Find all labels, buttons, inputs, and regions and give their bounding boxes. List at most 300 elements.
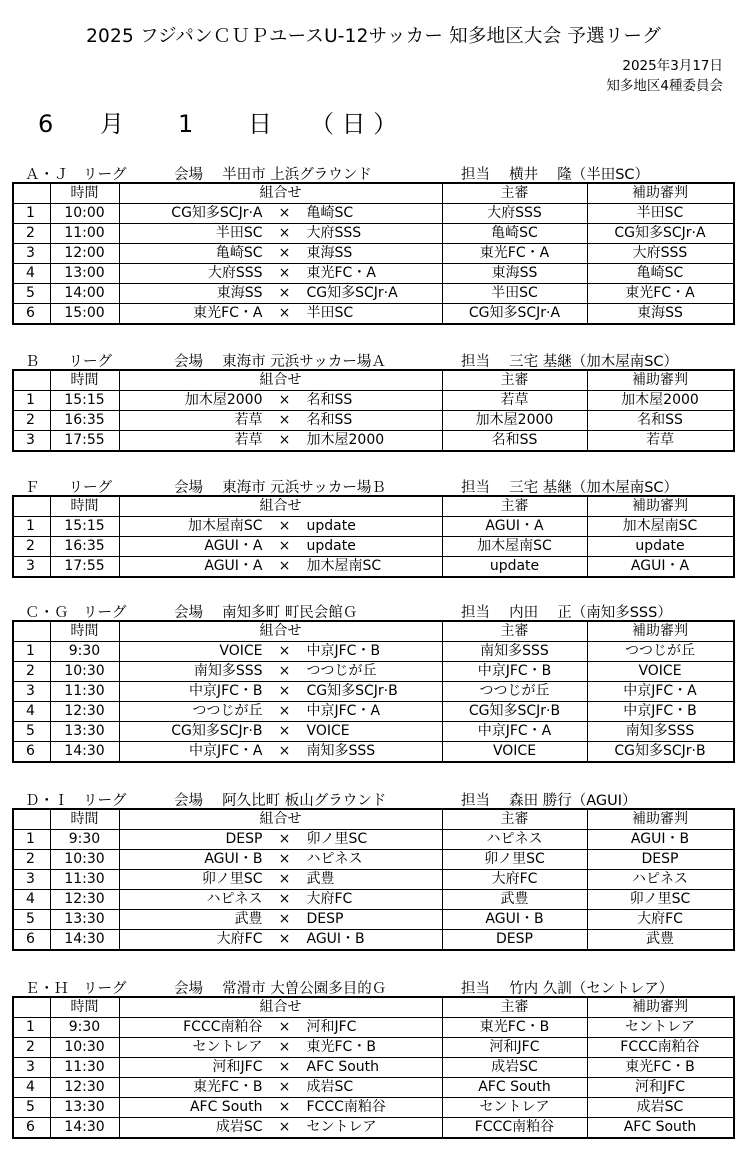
- match-time: 11:30: [50, 682, 119, 702]
- vs-mark: ×: [278, 432, 291, 448]
- away-team: 卯ノ里SC: [306, 831, 368, 847]
- away-team: DESP: [306, 911, 344, 927]
- away-team: つつじが丘: [306, 663, 377, 679]
- header-assistant: 補助審判: [587, 621, 734, 642]
- vs-mark: ×: [278, 245, 291, 261]
- away-team: VOICE: [306, 723, 350, 739]
- away-team: update: [306, 538, 356, 554]
- header-assistant: 補助審判: [587, 496, 734, 517]
- match-number: 5: [13, 1098, 50, 1118]
- header-time: 時間: [50, 370, 119, 391]
- assistant-referee: AGUI・B: [587, 830, 734, 850]
- vs-mark: ×: [278, 1099, 291, 1115]
- match-number: 1: [13, 642, 50, 662]
- table-row: [13, 850, 734, 870]
- match-number: 1: [13, 517, 50, 537]
- table-row: [13, 411, 734, 431]
- match-time: 17:55: [50, 557, 119, 578]
- home-team: セントレア: [192, 1039, 263, 1055]
- referee: 武豊: [442, 890, 587, 910]
- away-team: 半田SC: [306, 305, 354, 321]
- match-time: 13:30: [50, 910, 119, 930]
- league-venue: 会場 阿久比町 板山グラウンド: [174, 793, 387, 809]
- league-venue: 会場 東海市 元浜サッカー場Ａ: [174, 354, 386, 370]
- assistant-referee: AFC South: [587, 1118, 734, 1139]
- referee: 大府FC: [442, 870, 587, 890]
- document-meta: [606, 56, 723, 96]
- match-number: 3: [13, 1058, 50, 1078]
- match-number: 5: [13, 722, 50, 742]
- header-match: 組合せ: [119, 621, 442, 642]
- assistant-referee: 中京JFC・B: [587, 702, 734, 722]
- assistant-referee: DESP: [587, 850, 734, 870]
- home-team: CG知多SCJr·B: [171, 723, 263, 739]
- match-number: 2: [13, 662, 50, 682]
- match-pairing: [119, 411, 442, 431]
- home-team: 大府FC: [216, 931, 263, 947]
- match-time: 10:30: [50, 662, 119, 682]
- header-no: [13, 621, 50, 642]
- match-pairing: [119, 304, 442, 325]
- match-time: 11:30: [50, 870, 119, 890]
- match-number: 4: [13, 890, 50, 910]
- league-venue: 会場 南知多町 町民会館Ｇ: [174, 605, 358, 621]
- match-number: 2: [13, 850, 50, 870]
- vs-mark: ×: [278, 683, 291, 699]
- match-number: 2: [13, 411, 50, 431]
- table-row: [13, 910, 734, 930]
- header-assistant: 補助審判: [587, 809, 734, 830]
- match-time: 12:30: [50, 890, 119, 910]
- match-pairing: [119, 431, 442, 452]
- match-time: 13:30: [50, 1098, 119, 1118]
- league-name: Ｃ・Ｇ リーグ: [25, 605, 127, 621]
- issue-date: 2025年3月17日: [622, 58, 723, 74]
- match-time: 11:00: [50, 224, 119, 244]
- assistant-referee: CG知多SCJr·A: [587, 224, 734, 244]
- table-row: [13, 557, 734, 578]
- match-pairing: [119, 930, 442, 951]
- referee: 河和JFC: [442, 1038, 587, 1058]
- home-team: DESP: [225, 831, 263, 847]
- header-match: 組合せ: [119, 496, 442, 517]
- match-number: 1: [13, 204, 50, 224]
- league-name: Ｂ リーグ: [25, 354, 112, 370]
- match-number: 1: [13, 830, 50, 850]
- away-team: 大府SSS: [306, 225, 362, 241]
- table-row: [13, 244, 734, 264]
- table-row: [13, 830, 734, 850]
- home-team: 卯ノ里SC: [201, 871, 263, 887]
- referee: 成岩SC: [442, 1058, 587, 1078]
- referee: 加木屋南SC: [442, 537, 587, 557]
- assistant-referee: AGUI・A: [587, 557, 734, 578]
- home-team: ハピネス: [206, 891, 263, 907]
- assistant-referee: セントレア: [587, 1018, 734, 1038]
- away-team: 東海SS: [306, 245, 353, 261]
- vs-mark: ×: [278, 538, 291, 554]
- table-row: [13, 642, 734, 662]
- away-team: 大府FC: [306, 891, 353, 907]
- match-number: 1: [13, 1018, 50, 1038]
- away-team: AFC South: [306, 1059, 380, 1075]
- table-row: [13, 391, 734, 411]
- vs-mark: ×: [278, 1059, 291, 1075]
- match-time: 16:35: [50, 537, 119, 557]
- match-time: 16:35: [50, 411, 119, 431]
- away-team: 南知多SSS: [306, 743, 376, 759]
- referee: セントレア: [442, 1098, 587, 1118]
- referee: ハピネス: [442, 830, 587, 850]
- vs-mark: ×: [278, 1079, 291, 1095]
- header-time: 時間: [50, 183, 119, 204]
- schedule-table: [12, 996, 735, 1139]
- header-assistant: 補助審判: [587, 183, 734, 204]
- referee: CG知多SCJr·B: [442, 702, 587, 722]
- home-team: AGUI・A: [204, 558, 263, 574]
- assistant-referee: FCCC南粕谷: [587, 1038, 734, 1058]
- assistant-referee: 加木屋南SC: [587, 517, 734, 537]
- vs-mark: ×: [278, 851, 291, 867]
- vs-mark: ×: [278, 305, 291, 321]
- league-venue: 会場 東海市 元浜サッカー場Ｂ: [174, 480, 386, 496]
- league-owner: 担当 竹内 久訓（セントレア）: [461, 981, 674, 997]
- referee: 亀崎SC: [442, 224, 587, 244]
- match-number: 4: [13, 264, 50, 284]
- schedule-table: [12, 495, 735, 578]
- league-name: Ｅ・Ｈ リーグ: [25, 981, 127, 997]
- vs-mark: ×: [278, 265, 291, 281]
- match-pairing: [119, 1098, 442, 1118]
- schedule-table: [12, 182, 735, 325]
- assistant-referee: 大府FC: [587, 910, 734, 930]
- header-time: 時間: [50, 809, 119, 830]
- match-pairing: [119, 642, 442, 662]
- assistant-referee: 半田SC: [587, 204, 734, 224]
- match-time: 15:15: [50, 517, 119, 537]
- home-team: 加木屋2000: [184, 392, 263, 408]
- away-team: 加木屋南SC: [306, 558, 382, 574]
- match-pairing: [119, 244, 442, 264]
- assistant-referee: つつじが丘: [587, 642, 734, 662]
- match-number: 4: [13, 1078, 50, 1098]
- referee: FCCC南粕谷: [442, 1118, 587, 1139]
- match-time: 10:00: [50, 204, 119, 224]
- assistant-referee: 南知多SSS: [587, 722, 734, 742]
- match-pairing: [119, 910, 442, 930]
- assistant-referee: 河和JFC: [587, 1078, 734, 1098]
- referee: 大府SSS: [442, 204, 587, 224]
- day-date-number: 1: [178, 110, 194, 138]
- referee: 南知多SSS: [442, 642, 587, 662]
- table-row: [13, 431, 734, 452]
- assistant-referee: VOICE: [587, 662, 734, 682]
- vs-mark: ×: [278, 831, 291, 847]
- away-team: FCCC南粕谷: [306, 1099, 386, 1115]
- match-number: 6: [13, 930, 50, 951]
- league-block: [12, 349, 728, 452]
- referee: 卯ノ里SC: [442, 850, 587, 870]
- match-time: 12:00: [50, 244, 119, 264]
- match-time: 17:55: [50, 431, 119, 452]
- league-block: [12, 162, 728, 325]
- header-match: 組合せ: [119, 997, 442, 1018]
- table-row: [13, 1118, 734, 1139]
- league-block: [12, 788, 728, 951]
- away-team: update: [306, 518, 356, 534]
- referee: CG知多SCJr·A: [442, 304, 587, 325]
- away-team: AGUI・B: [306, 931, 365, 947]
- home-team: AGUI・B: [204, 851, 263, 867]
- home-team: 東光FC・A: [193, 305, 263, 321]
- referee: 中京JFC・A: [442, 722, 587, 742]
- away-team: 成岩SC: [306, 1079, 354, 1095]
- away-team: CG知多SCJr·B: [306, 683, 398, 699]
- home-team: 成岩SC: [215, 1119, 263, 1135]
- match-time: 12:30: [50, 1078, 119, 1098]
- referee: AFC South: [442, 1078, 587, 1098]
- header-referee: 主審: [442, 370, 587, 391]
- table-row: [13, 264, 734, 284]
- match-pairing: [119, 204, 442, 224]
- header-referee: 主審: [442, 997, 587, 1018]
- match-time: 10:30: [50, 850, 119, 870]
- vs-mark: ×: [278, 558, 291, 574]
- match-pairing: [119, 557, 442, 578]
- match-number: 2: [13, 1038, 50, 1058]
- match-number: 6: [13, 1118, 50, 1139]
- match-time: 15:15: [50, 391, 119, 411]
- home-team: CG知多SCJr·A: [171, 205, 263, 221]
- league-header: [12, 162, 728, 182]
- assistant-referee: 亀崎SC: [587, 264, 734, 284]
- vs-mark: ×: [278, 392, 291, 408]
- match-pairing: [119, 870, 442, 890]
- match-pairing: [119, 1038, 442, 1058]
- home-team: 中京JFC・B: [188, 683, 263, 699]
- schedule-table: [12, 808, 735, 951]
- home-team: 東海SS: [216, 285, 263, 301]
- league-owner: 担当 三宅 基継（加木屋南SC）: [461, 480, 679, 496]
- header-no: [13, 997, 50, 1018]
- vs-mark: ×: [278, 931, 291, 947]
- home-team: 加木屋南SC: [187, 518, 263, 534]
- home-team: 東光FC・B: [193, 1079, 263, 1095]
- league-header: [12, 349, 728, 369]
- home-team: 中京JFC・A: [188, 743, 263, 759]
- match-pairing: [119, 722, 442, 742]
- assistant-referee: 大府SSS: [587, 244, 734, 264]
- header-time: 時間: [50, 997, 119, 1018]
- away-team: 加木屋2000: [306, 432, 385, 448]
- vs-mark: ×: [278, 703, 291, 719]
- home-team: FCCC南粕谷: [183, 1019, 263, 1035]
- away-team: セントレア: [306, 1119, 377, 1135]
- league-block: [12, 600, 728, 763]
- header-match: 組合せ: [119, 809, 442, 830]
- referee: AGUI・B: [442, 910, 587, 930]
- table-row: [13, 742, 734, 763]
- header-no: [13, 496, 50, 517]
- assistant-referee: 東光FC・B: [587, 1058, 734, 1078]
- header-referee: 主審: [442, 496, 587, 517]
- referee: 若草: [442, 391, 587, 411]
- vs-mark: ×: [278, 743, 291, 759]
- vs-mark: ×: [278, 285, 291, 301]
- match-number: 1: [13, 391, 50, 411]
- referee: 東光FC・A: [442, 244, 587, 264]
- league-name: Ｄ・Ｉ リーグ: [25, 793, 127, 809]
- table-header-row: [13, 621, 734, 642]
- league-header: [12, 976, 728, 996]
- table-row: [13, 537, 734, 557]
- league-owner: 担当 内田 正（南知多SSS）: [461, 605, 672, 621]
- document-title: 2025 フジパンＣＵＰユースU-12サッカー 知多地区大会 予選リーグ: [86, 26, 661, 47]
- match-number: 3: [13, 244, 50, 264]
- header-match: 組合せ: [119, 370, 442, 391]
- match-time: 9:30: [50, 1018, 119, 1038]
- vs-mark: ×: [278, 1039, 291, 1055]
- table-header-row: [13, 370, 734, 391]
- league-header: [12, 788, 728, 808]
- match-number: 6: [13, 742, 50, 763]
- match-day: [38, 104, 397, 139]
- assistant-referee: 中京JFC・A: [587, 682, 734, 702]
- table-row: [13, 1098, 734, 1118]
- table-row: [13, 284, 734, 304]
- committee-name: 知多地区4種委員会: [606, 78, 723, 94]
- vs-mark: ×: [278, 412, 291, 428]
- header-match: 組合せ: [119, 183, 442, 204]
- home-team: AFC South: [189, 1099, 263, 1115]
- match-number: 3: [13, 431, 50, 452]
- away-team: ハピネス: [306, 851, 363, 867]
- table-row: [13, 1018, 734, 1038]
- league-block: [12, 976, 728, 1139]
- referee: 東海SS: [442, 264, 587, 284]
- league-owner: 担当 三宅 基継（加木屋南SC）: [461, 354, 679, 370]
- header-time: 時間: [50, 496, 119, 517]
- table-header-row: [13, 496, 734, 517]
- vs-mark: ×: [278, 723, 291, 739]
- vs-mark: ×: [278, 911, 291, 927]
- table-row: [13, 224, 734, 244]
- vs-mark: ×: [278, 891, 291, 907]
- league-venue: 会場 常滑市 大曽公園多目的Ｇ: [174, 981, 387, 997]
- vs-mark: ×: [278, 518, 291, 534]
- home-team: 武豊: [234, 911, 263, 927]
- vs-mark: ×: [278, 1119, 291, 1135]
- header-assistant: 補助審判: [587, 370, 734, 391]
- referee: つつじが丘: [442, 682, 587, 702]
- schedule-table: [12, 369, 735, 452]
- day-month-number: 6: [38, 110, 54, 138]
- match-pairing: [119, 742, 442, 763]
- header-referee: 主審: [442, 183, 587, 204]
- home-team: 若草: [234, 412, 263, 428]
- match-time: 14:30: [50, 1118, 119, 1139]
- referee: 東光FC・B: [442, 1018, 587, 1038]
- away-team: 名和SS: [306, 392, 353, 408]
- away-team: CG知多SCJr·A: [306, 285, 398, 301]
- referee: AGUI・A: [442, 517, 587, 537]
- vs-mark: ×: [278, 663, 291, 679]
- match-pairing: [119, 1078, 442, 1098]
- match-number: 4: [13, 702, 50, 722]
- vs-mark: ×: [278, 205, 291, 221]
- assistant-referee: 東海SS: [587, 304, 734, 325]
- match-pairing: [119, 702, 442, 722]
- match-pairing: [119, 850, 442, 870]
- assistant-referee: 武豊: [587, 930, 734, 951]
- home-team: 河和JFC: [212, 1059, 263, 1075]
- away-team: 東光FC・B: [306, 1039, 376, 1055]
- match-pairing: [119, 264, 442, 284]
- referee: 加木屋2000: [442, 411, 587, 431]
- table-row: [13, 517, 734, 537]
- match-number: 2: [13, 224, 50, 244]
- match-pairing: [119, 517, 442, 537]
- referee: VOICE: [442, 742, 587, 763]
- match-time: 14:00: [50, 284, 119, 304]
- match-number: 3: [13, 870, 50, 890]
- away-team: 名和SS: [306, 412, 353, 428]
- match-pairing: [119, 537, 442, 557]
- table-row: [13, 204, 734, 224]
- away-team: 武豊: [306, 871, 335, 887]
- match-time: 13:00: [50, 264, 119, 284]
- table-header-row: [13, 809, 734, 830]
- header-time: 時間: [50, 621, 119, 642]
- assistant-referee: 加木屋2000: [587, 391, 734, 411]
- match-pairing: [119, 224, 442, 244]
- table-row: [13, 662, 734, 682]
- match-number: 3: [13, 557, 50, 578]
- match-time: 13:30: [50, 722, 119, 742]
- match-number: 3: [13, 682, 50, 702]
- home-team: つつじが丘: [192, 703, 263, 719]
- referee: 名和SS: [442, 431, 587, 452]
- away-team: 亀崎SC: [306, 205, 354, 221]
- header-no: [13, 809, 50, 830]
- match-time: 10:30: [50, 1038, 119, 1058]
- match-number: 6: [13, 304, 50, 325]
- match-time: 9:30: [50, 830, 119, 850]
- assistant-referee: 成岩SC: [587, 1098, 734, 1118]
- vs-mark: ×: [278, 225, 291, 241]
- home-team: 大府SSS: [207, 265, 263, 281]
- assistant-referee: CG知多SCJr·B: [587, 742, 734, 763]
- table-header-row: [13, 183, 734, 204]
- table-row: [13, 1038, 734, 1058]
- referee: 中京JFC・B: [442, 662, 587, 682]
- referee: 半田SC: [442, 284, 587, 304]
- day-date-unit: 日: [248, 110, 272, 138]
- league-venue: 会場 半田市 上浜グラウンド: [174, 167, 372, 183]
- assistant-referee: 名和SS: [587, 411, 734, 431]
- table-row: [13, 930, 734, 951]
- table-row: [13, 304, 734, 325]
- day-weekday: （ 日 ）: [310, 110, 398, 138]
- match-time: 15:00: [50, 304, 119, 325]
- table-row: [13, 682, 734, 702]
- league-header: [12, 475, 728, 495]
- header-no: [13, 183, 50, 204]
- match-number: 2: [13, 537, 50, 557]
- table-row: [13, 870, 734, 890]
- referee: update: [442, 557, 587, 578]
- table-row: [13, 1078, 734, 1098]
